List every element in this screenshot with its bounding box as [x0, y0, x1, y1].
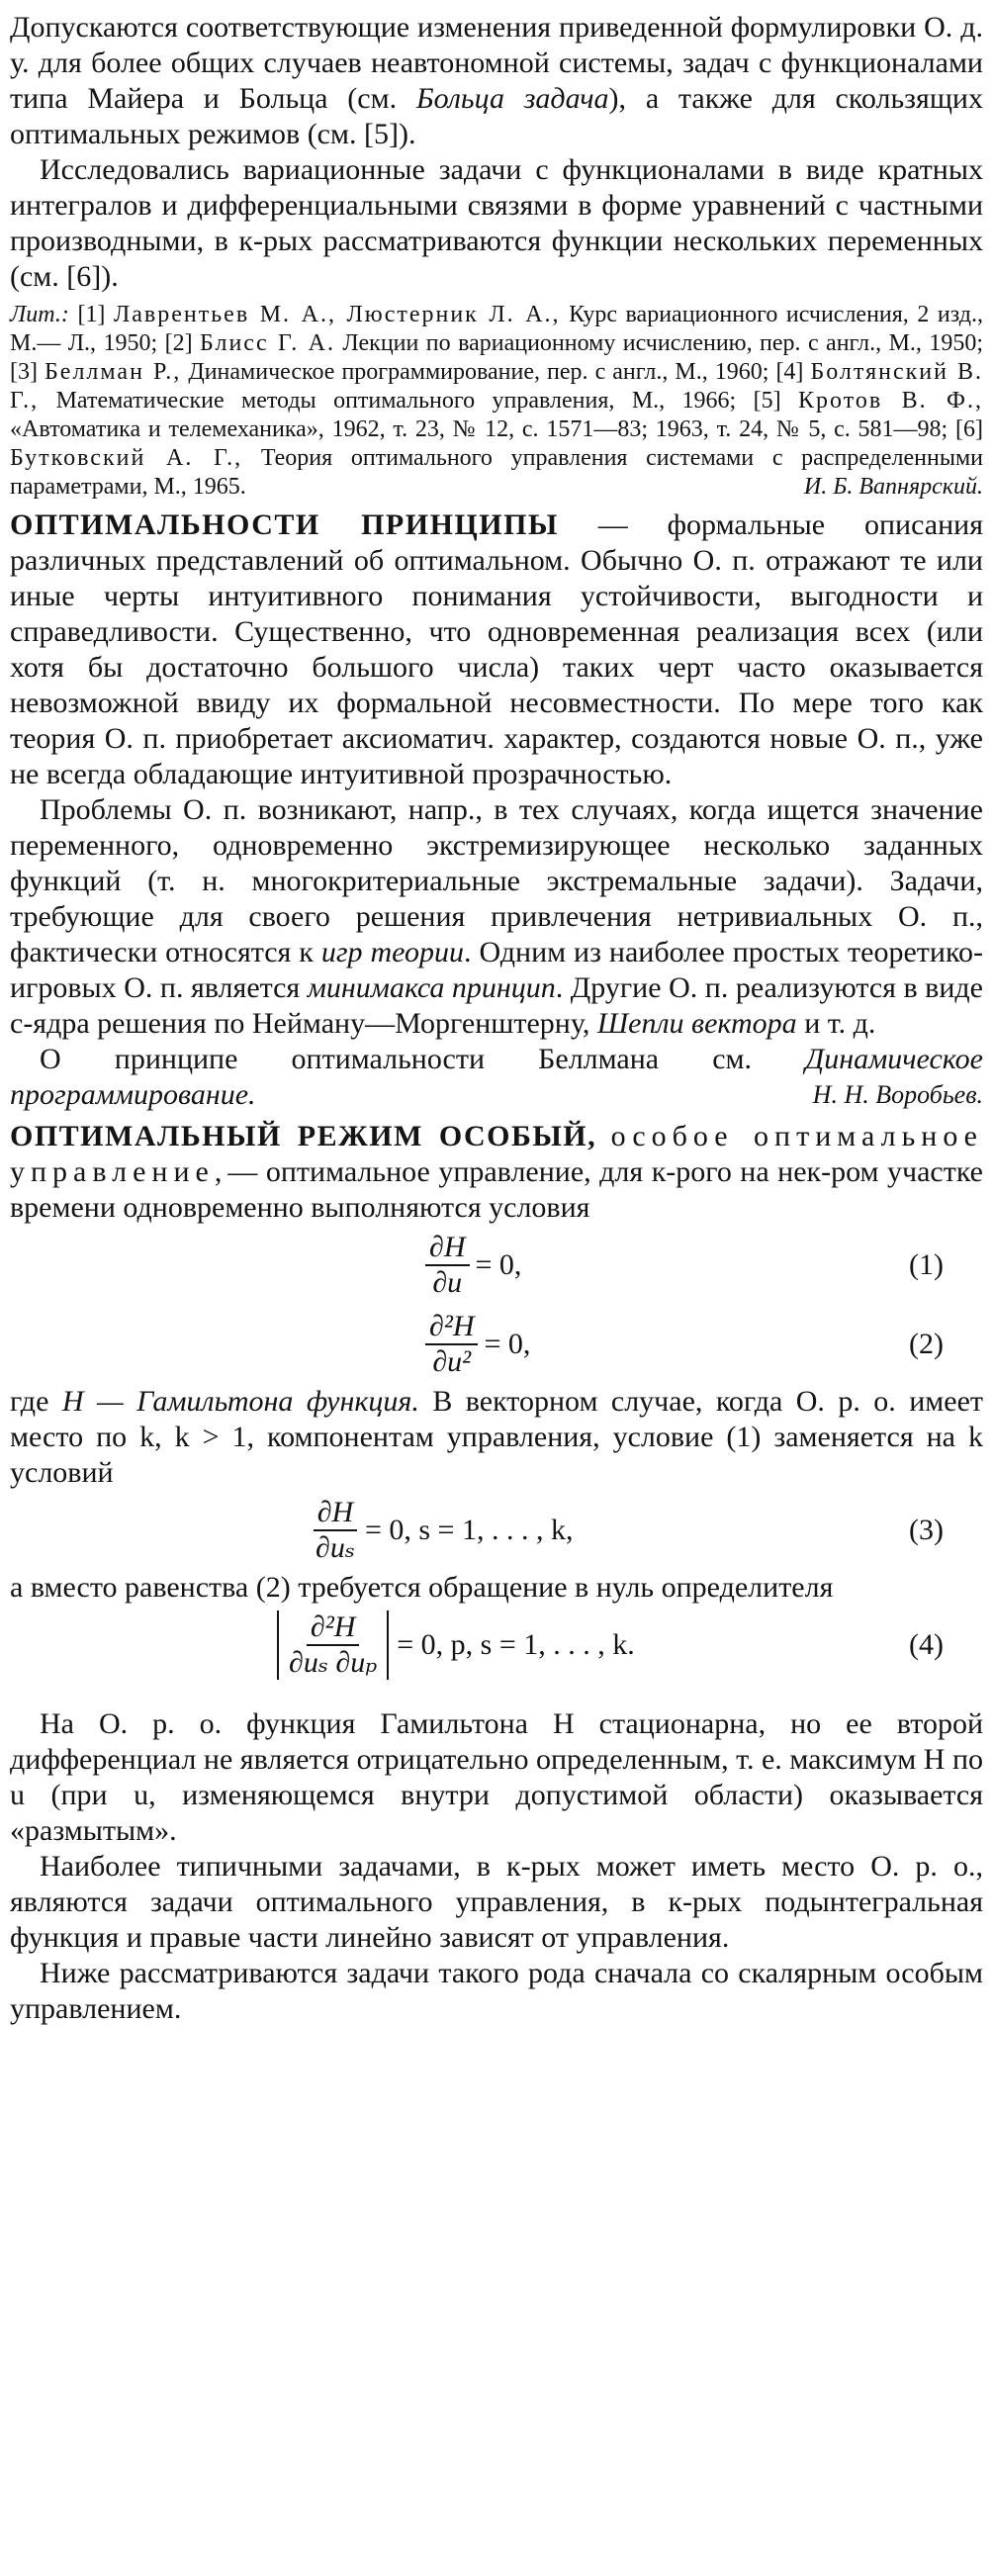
heading-singular-mode: ОПТИМАЛЬНЫЙ РЕЖИМ ОСОБЫЙ,	[10, 1120, 597, 1152]
equation-4: $\frac{\text{∂²H}}{\text{∂uₛ ∂uₚ}}$ = 0, p, s = 1, . . . , k. (4)	[10, 1606, 983, 1685]
signature-vorobyev: Н. Н. Воробьев.	[812, 1080, 983, 1109]
link-boltz-problem[interactable]: Больца задача	[415, 82, 609, 115]
paragraph-typical-problems: Наиболее типичными задачами, в к-рых может иметь место О. р. о., являются задачи оптимального управления, в к-рых подынтегральная функция и правые части линейно зависят от управления.	[10, 1850, 983, 1954]
equation-number-1: (1)	[909, 1248, 944, 1281]
paragraph-intro: Допускаются соответствующие изменения приведенной формулировки О. д. у. для более общих случаев неавтономной системы, задач с функционалами типа Майера и Больца (см. Больца задача), а также для скользящих оптимальных режимов (см. [5]).	[10, 11, 983, 150]
paragraph-bellman: О принципе оптимальности Беллмана см. Динамическое программирование. Н. Н. Воробьев.	[10, 1043, 983, 1111]
link-game-theory[interactable]: игр теории	[320, 936, 465, 968]
link-hamilton-function[interactable]: H — Гамильтона функция.	[61, 1385, 419, 1418]
equation-2: $\frac{\text{∂²H}}{\text{∂u²}}$ = 0, (2)	[10, 1305, 983, 1384]
determinant-bars: $\frac{\text{∂²H}}{\text{∂uₛ ∂uₚ}}$	[277, 1610, 389, 1680]
paragraph-scalar-control: Ниже рассматриваются задачи такого рода сначала со скалярным особым управлением.	[10, 1957, 983, 2025]
signature-vapnyarsky: И. Б. Вапнярский.	[803, 474, 983, 500]
link-shapley-vector[interactable]: Шепли вектора	[596, 1007, 797, 1040]
equation-number-4: (4)	[909, 1628, 944, 1661]
paragraph-variational: Исследовались вариационные задачи с функционалами в виде кратных интегралов и дифференциальными связями в форме уравнений с частными производными, в к-рых рассматриваются функции нескольких переменных (см. [6]).	[10, 153, 983, 293]
paragraph-stationary: На О. р. о. функция Гамильтона H стационарна, но ее второй дифференциал не является отрицательно определенным, т. е. максимум H по u (при u, изменяющемся внутри допустимой области) оказывается «размытым».	[10, 1707, 983, 1847]
equation-3: $\frac{\partial H}{\text{∂uₛ}}$ = 0, s = 1, . . . , k, (3)	[10, 1491, 983, 1570]
paragraph-hamiltonian: где H — Гамильтона функция. В векторном случае, когда О. р. о. имеет место по k, k > 1, компонентам управления, условие (1) заменяется на k условий	[10, 1385, 984, 1489]
equation-1: $\frac{\partial H}{\partial u}$ = 0, (1)	[10, 1226, 983, 1305]
article-optimality-principles: ОПТИМАЛЬНОСТИ ПРИНЦИПЫ — формальные описания различных представлений об оптимальном. Обычно О. п. отражают те или иные черты интуитивного понимания устойчивости, выгодности и справедливости. Существенно, что одновременная реализация всех (или хотя бы достаточно большого числа) таких черт часто оказывается невозможной ввиду их формальной несовместности. По мере того как теория О. п. приобретает аксиоматич. характер, создаются новые О. п., уже не всегда обладающие интуитивной прозрачностью.	[10, 508, 983, 790]
paragraph-problems: Проблемы О. п. возникают, напр., в тех случаях, когда ищется значение переменного, одновременно экстремизирующее несколько заданных функций (т. н. многокритериальные экстремальные задачи). Задачи, требующие для своего решения привлечения нетривиальных О. п., фактически относятся к игр теории. Одним из наиболее простых теоретико-игровых О. п. является минимакса принцип. Другие О. п. реализуются в виде с-ядра решения по Нейману—Моргенштерну, Шепли вектора и т. д.	[10, 793, 983, 1040]
paragraph-determinant: а вместо равенства (2) требуется обращение в нуль определителя	[10, 1571, 834, 1604]
equation-number-3: (3)	[909, 1514, 944, 1546]
link-dynamic-programming[interactable]: Динамическое программирование.	[10, 1043, 983, 1111]
link-minimax-principle[interactable]: минимакса принцип	[307, 971, 556, 1004]
article-singular-mode: ОПТИМАЛЬНЫЙ РЕЖИМ ОСОБЫЙ, особое оптимальное управление,— оптимальное управление, для к-рого на нек-ром участке времени одновременно выполняются условия	[10, 1120, 983, 1224]
references: Лит.: [1] Лаврентьев М. А., Люстерник Л. А., Курс вариационного исчисления, 2 изд., М.— Л., 1950; [2] Блисс Г. А. Лекции по вариационному исчислению, пер. с англ., М., 1950; [3] Беллман Р., Динамическое программирование, пер. с англ., М., 1960; [4] Болтянский В. Г., Математические методы оптимального управления, М., 1966; [5] Кротов В. Ф., «Автоматика и телемеханика», 1962, т. 23, № 12, с. 1571—83; 1963, т. 24, № 5, с. 581—98; [6] Бутковский А. Г., Теория оптимального управления системами с распределенными параметрами, М., 1965. И. Б. Вапнярский.	[10, 302, 984, 500]
equation-number-2: (2)	[909, 1328, 944, 1360]
heading-optimality-principles: ОПТИМАЛЬНОСТИ ПРИНЦИПЫ	[10, 508, 559, 541]
